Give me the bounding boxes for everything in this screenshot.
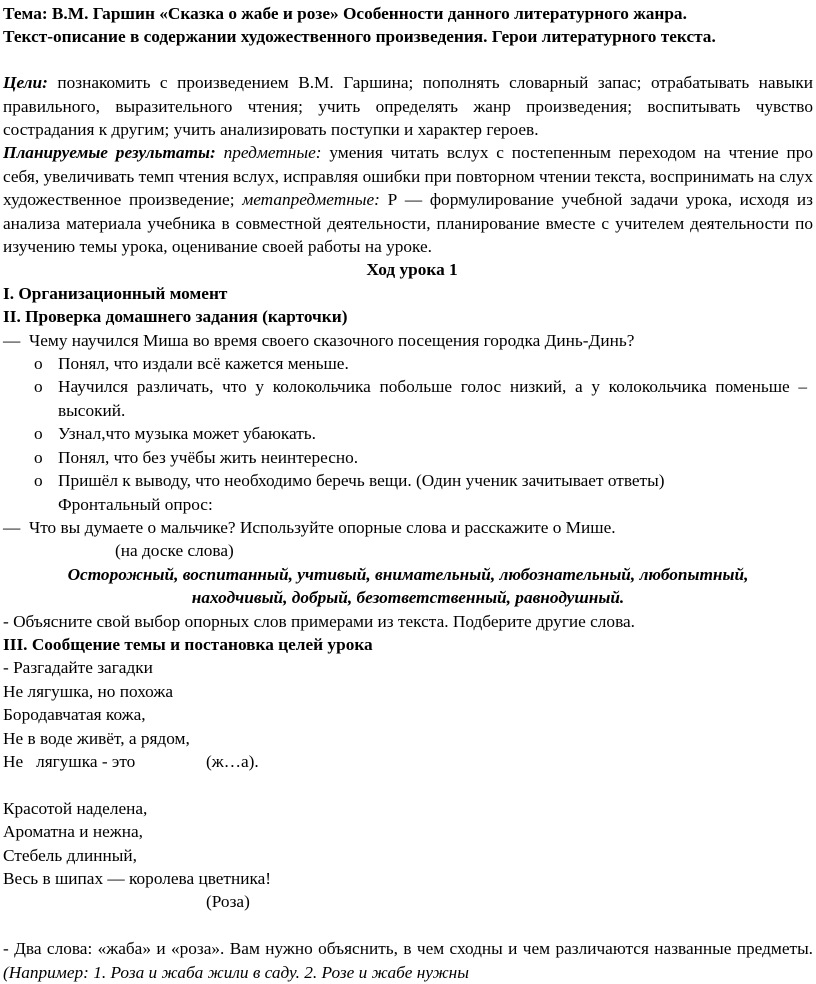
frontal-survey: Фронтальный опрос:: [58, 494, 213, 514]
list-item-text: Научился различать, что у колокольчика побольше голос низкий, а у колокольчика поменьше – высокий.: [58, 377, 807, 420]
bullet-marker: o: [34, 377, 43, 397]
question-2-text: Что вы думаете о мальчике? Используйте опорные слова и расскажите о Мише.: [29, 517, 616, 537]
riddle-line: Стебель длинный,: [3, 845, 137, 865]
section-organizational: I. Организационный момент: [3, 283, 228, 303]
results-paragraph: [3, 141, 813, 258]
riddle-line: Не лягушка - это: [3, 751, 136, 771]
support-words-line-1: Осторожный, воспитанный, учтивый, внимательный, любознательный, любопытный,: [67, 564, 749, 584]
final-task: [3, 937, 813, 984]
meta-results-text: Р — формулирование учебной задачи урока, исходя из анализа материала учебника в совместной деятельности, планирование вместе с учителем деятельности по изучению темы урока, оценивание своей работы на уроке.: [3, 190, 813, 257]
explain-task: - Объясните свой выбор опорных слов примерами из текста. Подберите другие слова.: [3, 611, 635, 631]
dash-marker: —: [3, 517, 21, 537]
riddle-2: [3, 797, 813, 914]
goals-text: познакомить с произведением В.М. Гаршина; пополнять словарный запас; отрабатывать навыки правильного, выразительного чтения; учить определять жанр произведения; воспитывать чувство сострадания к другим; учить анализировать поступки и характер героев.: [3, 73, 813, 140]
riddle-answer: (Роза): [206, 892, 250, 912]
spacer: [3, 773, 813, 796]
riddle-last-line: [3, 750, 813, 773]
results-label: Планируемые результаты:: [3, 143, 216, 163]
board-note: (на доске слова): [115, 541, 234, 561]
support-words-line-2: находчивый, добрый, безответственный, равнодушный.: [191, 588, 625, 608]
spacer: [3, 914, 813, 937]
goals-label: Цели:: [3, 73, 48, 93]
topic-title-line-2: Текст-описание в содержании художественного произведения. Герои литературного текста.: [3, 27, 716, 47]
list-item-text: Пришёл к выводу, что необходимо беречь вещи. (Один ученик зачитывает ответы): [58, 471, 665, 491]
list-item-text: Понял, что без учёбы жить неинтересно.: [58, 447, 359, 467]
riddle-line: Не в воде живёт, а рядом,: [3, 728, 190, 748]
goals-paragraph: [3, 71, 813, 141]
lesson-heading: Ход урока 1: [366, 260, 458, 280]
list-item: [3, 446, 807, 469]
bullet-marker: o: [34, 424, 43, 444]
final-task-text: - Два слова: «жаба» и «роза». Вам нужно объяснить, в чем сходны и чем различаются названные предметы.: [3, 939, 813, 959]
question-2: [3, 516, 813, 539]
riddle-line: Весь в шипах — королева цветника!: [3, 869, 272, 888]
topic-title-line-1: Тема: В.М. Гаршин «Сказка о жабе и розе» Особенности данного литературного жанра.: [3, 4, 687, 23]
question-1: [3, 329, 813, 352]
list-item: [3, 469, 807, 492]
meta-results-label: метапредметные:: [234, 190, 380, 210]
riddle-line: Ароматна и нежна,: [3, 822, 143, 842]
bullet-marker: o: [34, 354, 43, 374]
list-item: [3, 375, 807, 422]
final-task-example: (Например: 1. Роза и жаба жили в саду. 2. Розе и жабе нужны: [3, 962, 469, 982]
bullet-marker: o: [34, 447, 43, 467]
subject-results-label: предметные:: [215, 143, 322, 163]
list-item: [3, 422, 807, 445]
subject-results-text: умения читать вслух с постепенным переходом на чтение про себя, увеличивать темп чтения вслух, исправляя ошибки при повторном чтении текста, воспринимать на слух художественное произведение;: [3, 143, 813, 210]
riddle-answer: (ж…а).: [206, 751, 259, 771]
list-item: [3, 352, 807, 375]
riddles-intro: - Разгадайте загадки: [3, 658, 153, 678]
list-item-text: Понял, что издали всё кажется меньше.: [58, 354, 349, 374]
dash-marker: —: [3, 330, 21, 350]
riddle-1: [3, 680, 813, 774]
list-item-text: Узнал,что музыка может убаюкать.: [58, 424, 316, 444]
bullet-marker: o: [34, 471, 43, 491]
riddle-line: Бородавчатая кожа,: [3, 705, 146, 725]
section-homework-check: II. Проверка домашнего задания (карточки): [3, 307, 348, 327]
section-topic-goals: III. Сообщение темы и постановка целей урока: [3, 634, 373, 654]
riddle-line: Красотой наделена,: [3, 798, 148, 818]
riddle-line: Не лягушка, но похожа: [3, 681, 173, 701]
spacer: [3, 49, 813, 72]
answers-list: [3, 352, 813, 492]
question-1-text: Чему научился Миша во время своего сказочного посещения городка Динь-Динь?: [29, 330, 635, 350]
